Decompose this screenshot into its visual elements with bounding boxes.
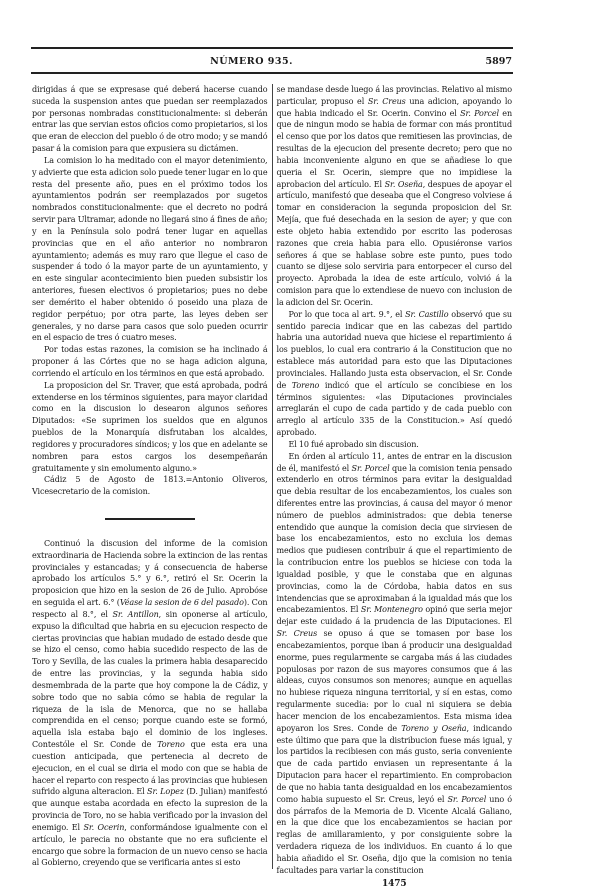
speaker-name: Sr. Montenegro [360,605,423,615]
speaker-name: Sr. Porcel [460,108,499,118]
speaker-name: Sr. Lopez [147,787,184,797]
issue-number: NÚMERO 935. [210,56,293,67]
folio-number: 1475 [381,879,407,890]
paragraph: Por lo que toca al art. 9.°, el Sr. Castillo observó que su sentido parecia indicar que en las cabezas del partido habria una autoridad nueva que hiciese el repartimiento á los pueblos, lo cual era contrario á la Constitucion que no establece más autoridad para esto que las Diputaciones provinciales. Hallando justa esta observacion, el Sr. Conde de Toreno indicó que el artículo se concibiese en los términos siguientes: «las Diputaciones provinciales arreglarán el cupo de cada partido y de cada pueblo con arreglo al artículo 335 de la Constitucion.» Así quedó aprobado. [276,309,513,438]
paragraph: La proposicion del Sr. Traver, que está aprobada, podrá extenderse en los términos siguientes, para mayor claridad como en la discusion lo desearon algunos señores Diputados: «Se suprimen los sueldos que en algunos pueblos de la Monarquía disfrutaban los alcaldes, regidores y procuradores síndicos; y los que en adelante se nombren para estos cargos los desempeñarán gratuitamente y sin emolumento alguno.» [32,380,268,473]
section-separator [105,518,195,520]
speaker-name: Sr. Creus [367,96,406,106]
paragraph: El 10 fué aprobado sin discusion. [288,439,419,449]
left-column [32,84,273,869]
speaker-name: Toreno [157,740,185,750]
speaker-name: Sr. Castillo [405,309,449,319]
speaker-name: Sr. Oseña [384,179,423,189]
speaker-name: Sr. Ocerin [83,822,125,832]
paragraph: Continuó la discusion del informe de la comision extraordinaria de Hacienda sobre la extincion de las rentas provinciales y estancadas; y á consecuencia de haberse aprobado los artículos 5.° y 6.°, retiró el Sr. Ocerin la proposicion que hizo en la sesion de 26 de Julio. Aprobóse en seguida el art. 6.° (Véase la sesion de 6 del pasado). Con respecto al 8.°, el Sr. Antillon, sin oponerse al artículo, expuso la dificultad que habria en su ejecucion respecto de ciertas provincias que habian mudado de estado desde que se hizo el censo, como habia sucedido respecto de las de Toro y Sevilla, de las cuales la primera habia desaparecido de entre las provincias, y la segunda habia sido desmembrada de la parte que hoy compone la de Cádiz, y sobre todo que no sabia cómo se habia de regular la riqueza de la isla de Menorca, que no se hallaba comprendida en el censo; porque cuando este se formó, aquella isla estaba bajo el dominio de los ingleses. Contestóle el Sr. Conde de Toreno que esta era una cuestion anticipada, que pertenecia al decreto de ejecucion, en el cual se diria el modo con que se habia de hacer el reparto con respecto á las provincias que hubiesen sufrido alguna alteracion. El Sr. Lopez (D. Julian) manifestó que aunque estaba acordada en efecto la supresion de la provincia de Toro, no se habia verificado por la invasion del enemigo. El Sr. Ocerin, conformándose igualmente con el artículo, le parecia no obstante que no era suficiente el encargo que sobre la formacion de un nuevo censo se hacia al Gobierno, creyendo que se verificaria antes si esto [32,538,268,868]
paragraph: Por todas estas razones, la comision se ha inclinado á proponer á las Córtes que no se haga adicion alguna, corriendo el artículo en los términos en que está aprobado. [32,345,268,378]
header-top-rule [31,47,513,49]
paragraph: La comision lo ha meditado con el mayor detenimiento, y advierte que esta adicion solo puede tener lugar en lo que resta del presente año, pues en el próximo todos los ayuntamientos podrán ser reemplazados por sugetos nombrados constitucionalmente: que el decreto no podrá servir para Ultramar, adonde no llegará sino á fines de año; y en la Península solo podrá tener lugar en aquellas provincias que en el año anterior no nombraron ayuntamiento; además es muy raro que llegue el caso de suspender á todo ó la mayor parte de un ayuntamiento, y en este singular acontecimiento bien pueden subsistir los anteriores, fuesen electivos ó propietarios; pues no debe ser demérito el haber obtenido ó poseido una plaza de regidor perpétuo; por otra parte, las leyes deben ser generales, y no darse para casos que solo pueden ocurrir en el espacio de tres ó cuatro meses. [32,155,268,343]
speaker-name: Sr. Antillon [112,609,159,619]
speaker-name: Toreno y Oseña [401,723,467,733]
italic-reference: Véase la sesion de 6 del pasado [119,598,244,608]
columns [32,84,512,890]
speaker-name: Toreno [291,380,320,390]
right-column [273,84,513,890]
speaker-name: Sr. Porcel [447,794,487,804]
paragraph: se mandase desde luego á las provincias. Relativo al mismo particular, propuso el Sr. Creus una adicion, apoyando lo que habia indicado el Sr. Ocerin. Convino el Sr. Porcel en que de ningun modo se habia de formar con más prontitud el censo que por los datos que remitiesen las provincias, de resultas de la ejecucion del presente decreto; pero que no habia inconveniente alguno en que se añadiese lo que queria el Sr. Ocerin, siempre que no impidiese la aprobacion del artículo. El Sr. Oseña, despues de apoyar el artículo, manifestó que deseaba que el Congreso volviese á tomar en consideracion la segunda proposicion del Sr. Mejía, que fué desechada en la sesion de ayer; y que con este objeto habia extendido por escrito las poderosas razones que creia habia para ello. Opusiéronse varios señores á que se hablase sobre este punto, pues todo cuanto se dijese solo serviria para entorpecer el curso del proyecto. Aprobada la idea de este artículo, volvió á la comision para que lo extendiese de nuevo con inclusion de la adicion del Sr. Ocerin. [276,85,513,307]
paragraph: dirigidas á que se expresase qué deberá hacerse cuando suceda la suspension antes que puedan ser reemplazados por personas nombradas constitucionalmente: si deberán entrar las que servian estos oficios como propietarios, si los que eran de eleccion del pueblo ó de otro modo; y se mandó pasar á la comision para que expusiera su dictámen. [32,85,268,154]
speaker-name: Sr. Porcel [351,463,390,473]
paragraph: En órden al artículo 11, antes de entrar en la discusion de él, manifestó el Sr. Porcel que la comision tenia pensado extenderlo en otros términos para evitar la desigualdad que debia resultar de los encabezamientos, los cuales son diferentes entre las provincias, á causa del mayor ó menor número de pueblos administrados: que debia tenerse entendido que aunque la comision decia que sirviesen de base los encabezamientos, esto no excluia los demas medios que pudiesen contribuir á que el repartimiento de la contribucion entre los pueblos se hiciese con toda la igualdad posible, y que le constaba que en algunas provincias, como la de Córdoba, habia datos en sus intendencias que se aproximaban á la igualdad más que los encabezamientos. El Sr. Montenegro opinó que seria mejor dejar este cuidado á la prudencia de las Diputaciones. El Sr. Creus se opuso á que se tomasen por base los encabezamientos, porque iban á producir una desigualdad enorme, pues regularmente se cargaba más á las ciudades populosas por razon de sus mayores consumos que á las aldeas, cuyos consumos son menores; aunque en aquellas no hubiese riqueza ninguna territorial, y sí en estas, como regularmente sucedia: por lo cual ni siquiera se debia hacer mencion de los encabezamientos. Esta misma idea apoyaron los Sres. Conde de Toreno y Oseña, indicando este último que para que la distribucion fuese más igual, y los partidos la recibiesen con más gusto, seria conveniente que de cada partido enviasen un representante á la Diputacion para hacer el repartimiento. En comprobacion de que no habia tanta desigualdad en los encabezamientos como habia supuesto el Sr. Creus, leyó el Sr. Porcel uno ó dos párrafos de la Memoria de D. Vicente Alcalá Galiano, en la que dice que los encabezamientos se hacian por reglas de amillaramiento, y por consiguiente sobre la verdadera riqueza de los individuos. En cuanto á lo que habia añadido el Sr. Oseña, dijo que la comision no tenia facultades para variar la constitucion [276,451,513,875]
header-bottom-rule [31,72,513,74]
page-number: 5897 [485,56,512,67]
signature-paragraph: Cádiz 5 de Agosto de 1813.=Antonio Oliveros, Vicesecretario de la comision. [32,475,268,497]
speaker-name: Sr. Creus [276,629,318,639]
